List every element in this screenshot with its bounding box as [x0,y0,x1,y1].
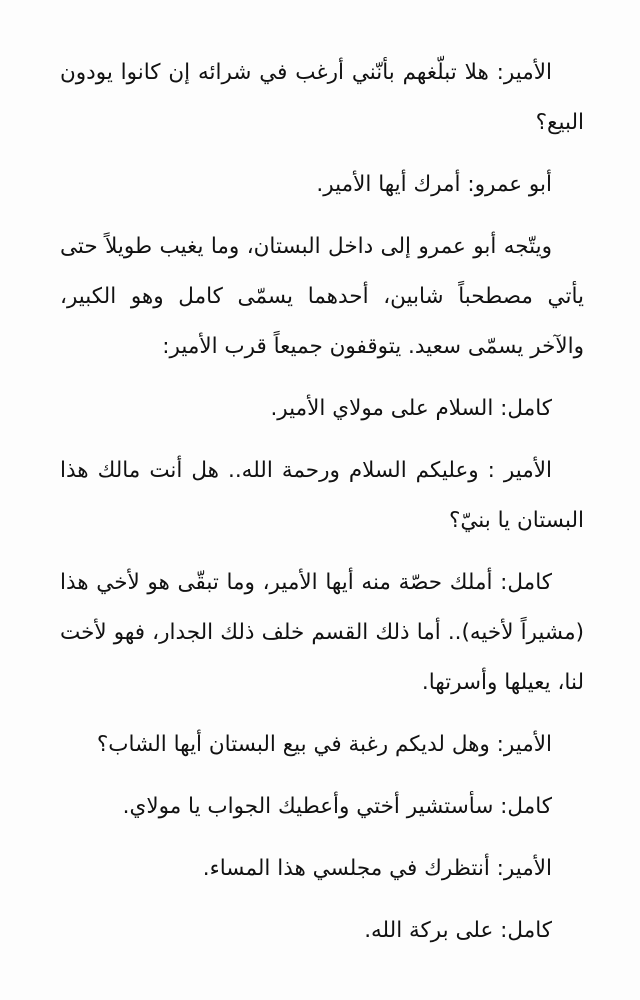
paragraph-prince-invite: الأمير: أنتظرك في مجلسي هذا المساء. [202,856,552,881]
page-text [60,48,584,956]
paragraph-kamel-greeting: كامل: السلام على مولاي الأمير. [270,396,552,421]
paragraph-prince-offer: الأمير: وهل لديكم رغبة في بيع البستان أيها الشاب؟ [96,732,552,757]
paragraph-abu-amr-reply: أبو عمرو: أمرك أيها الأمير. [316,172,552,197]
paragraph-kamel-consult: كامل: سأستشير أختي وأعطيك الجواب يا مولاي. [122,794,552,819]
paragraph-kamel-agree: كامل: على بركة الله. [364,918,552,943]
paragraph-prince-request: الأمير: هلا تبلّغهم بأنّني أرغب في شرائه إن كانوا يودون البيع؟ [60,60,584,135]
paragraph-prince-question: الأمير : وعليكم السلام ورحمة الله.. هل أنت مالك هذا البستان يا بنيّ؟ [60,458,584,533]
paragraph-kamel-share: كامل: أملك حصّة منه أيها الأمير، وما تبقّى هو لأخي هذا (مشيراً لأخيه).. أما ذلك القسم خلف ذلك الجدار، فهو لأخت لنا، يعيلها وأسرتها. [60,570,584,695]
paragraph-narration: ويتّجه أبو عمرو إلى داخل البستان، وما يغيب طويلاً حتى يأتي مصطحباً شابين، أحدهما يسمّى كامل وهو الكبير، والآخر يسمّى سعيد. يتوقفون جميعاً قرب الأمير: [60,234,584,359]
